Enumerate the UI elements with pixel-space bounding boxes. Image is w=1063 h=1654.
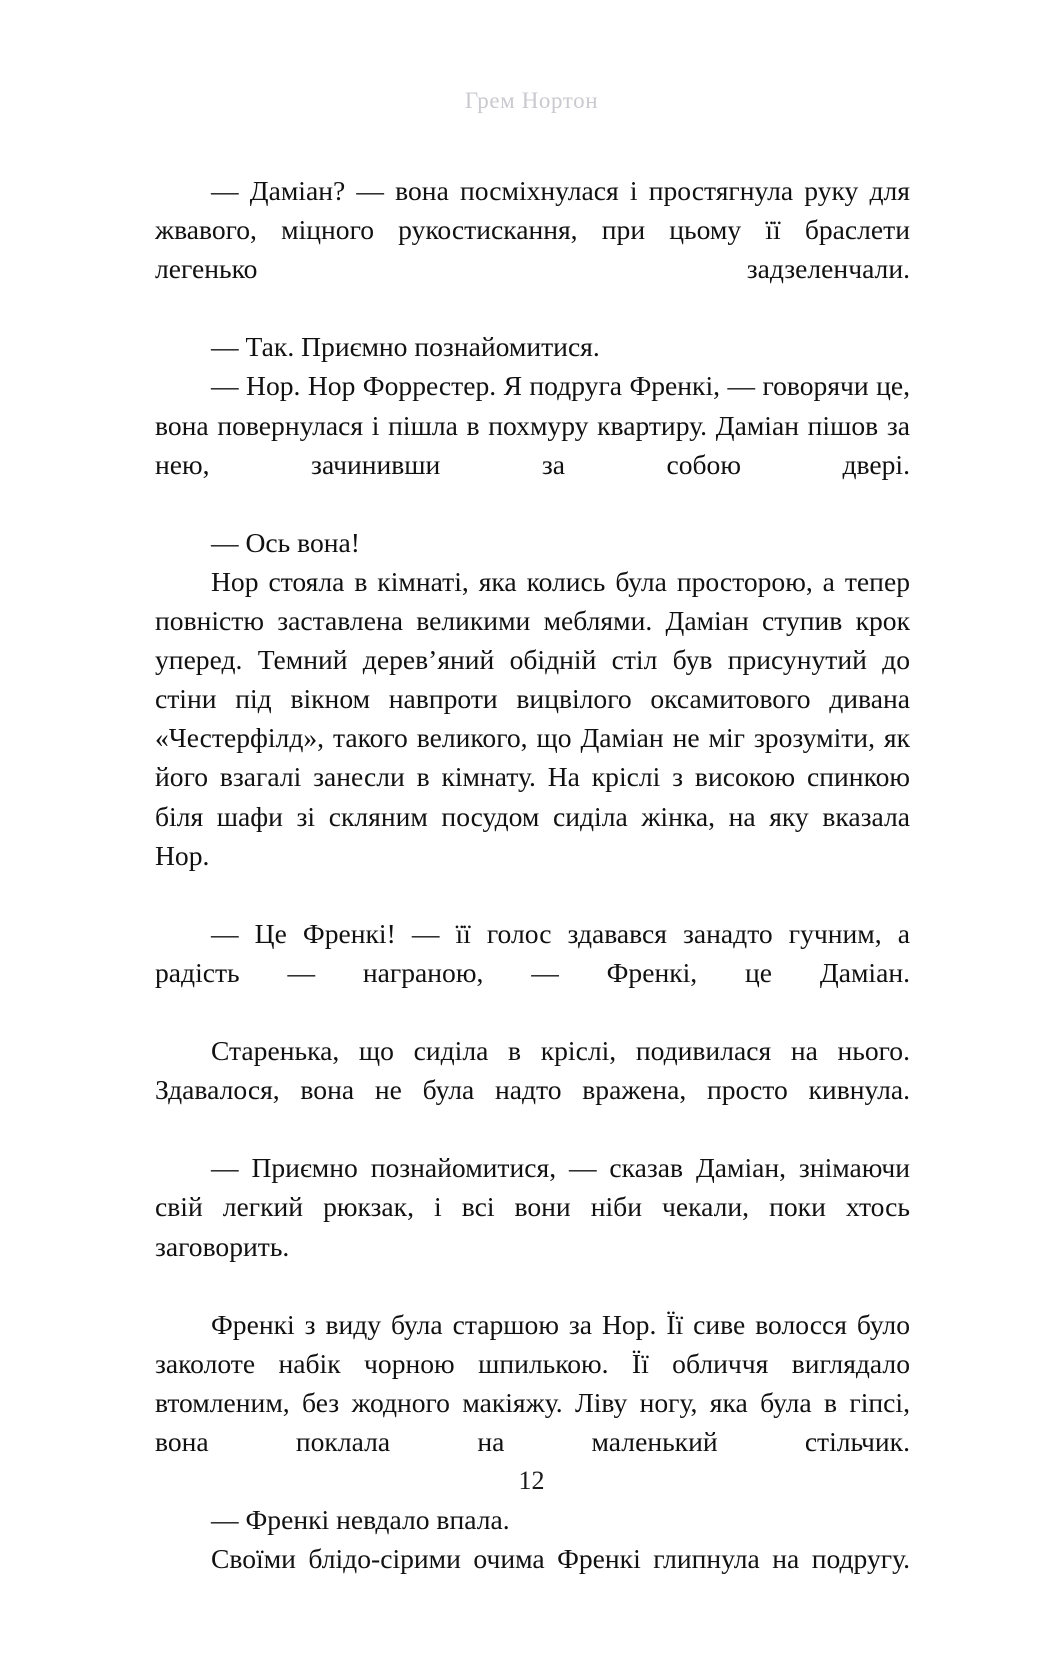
paragraph: Своїми блідо-сірими очима Френкі глипнула на подругу. [211,1543,910,1575]
paragraph: — Це Френкі! — її голос здавався занадто гучним, а радість — награною, — Френкі, це Даміан. [155,917,910,988]
paragraph: — Френкі невдало впала. [211,1504,510,1536]
paragraph: — Приємно познайомитися, — сказав Даміан, знімаючи свій легкий рюкзак, і всі вони ніби чекали, поки хтось заговорить. [155,1152,910,1262]
paragraph: Нор стояла в кімнаті, яка колись була просторою, а тепер повністю заставлена великими меблями. Даміан ступив крок уперед. Темний дерев’яний обідній стіл був присунутий до стіни під вікном навпроти вицвілого оксамитового дивана «Честерфілд», такого великого, що Даміан не міг зрозуміти, як його взагалі занесли в кімнату. На кріслі з високою спинкою біля шафи зі скляним посудом сиділа жінка, на яку вказала Нор. [155,565,910,871]
paragraph: — Ось вона! [211,526,360,558]
running-head: Грем Нортон [464,88,599,113]
paragraph: — Даміан? — вона посміхнулася і простягнула руку для жвавого, міцного рукостискання, при цьому її браслети легенько задзеленчали. [155,175,910,285]
paragraph: — Так. Приємно познайомитися. [211,331,600,363]
paragraph: Френкі з виду була старшою за Нор. Її сиве волосся було заколоте набік чорною шпилькою. Її обличчя виглядало втомленим, без жодного макіяжу. Ліву ногу, яка була в гіпсі, вона поклала на маленький стільчик. [155,1308,910,1457]
paragraph: — Нор. Нор Форрестер. Я подруга Френкі, — говорячи це, вона повернулася і пішла в похмуру квартиру. Даміан пішов за нею, зачинивши за собою двері. [155,370,910,480]
page-number: 12 [518,1466,545,1495]
body-text-block [155,171,910,1617]
paragraph: Старенька, що сиділа в кріслі, подивилася на нього. Здавалося, вона не була надто вражена, просто кивнула. [155,1035,910,1106]
